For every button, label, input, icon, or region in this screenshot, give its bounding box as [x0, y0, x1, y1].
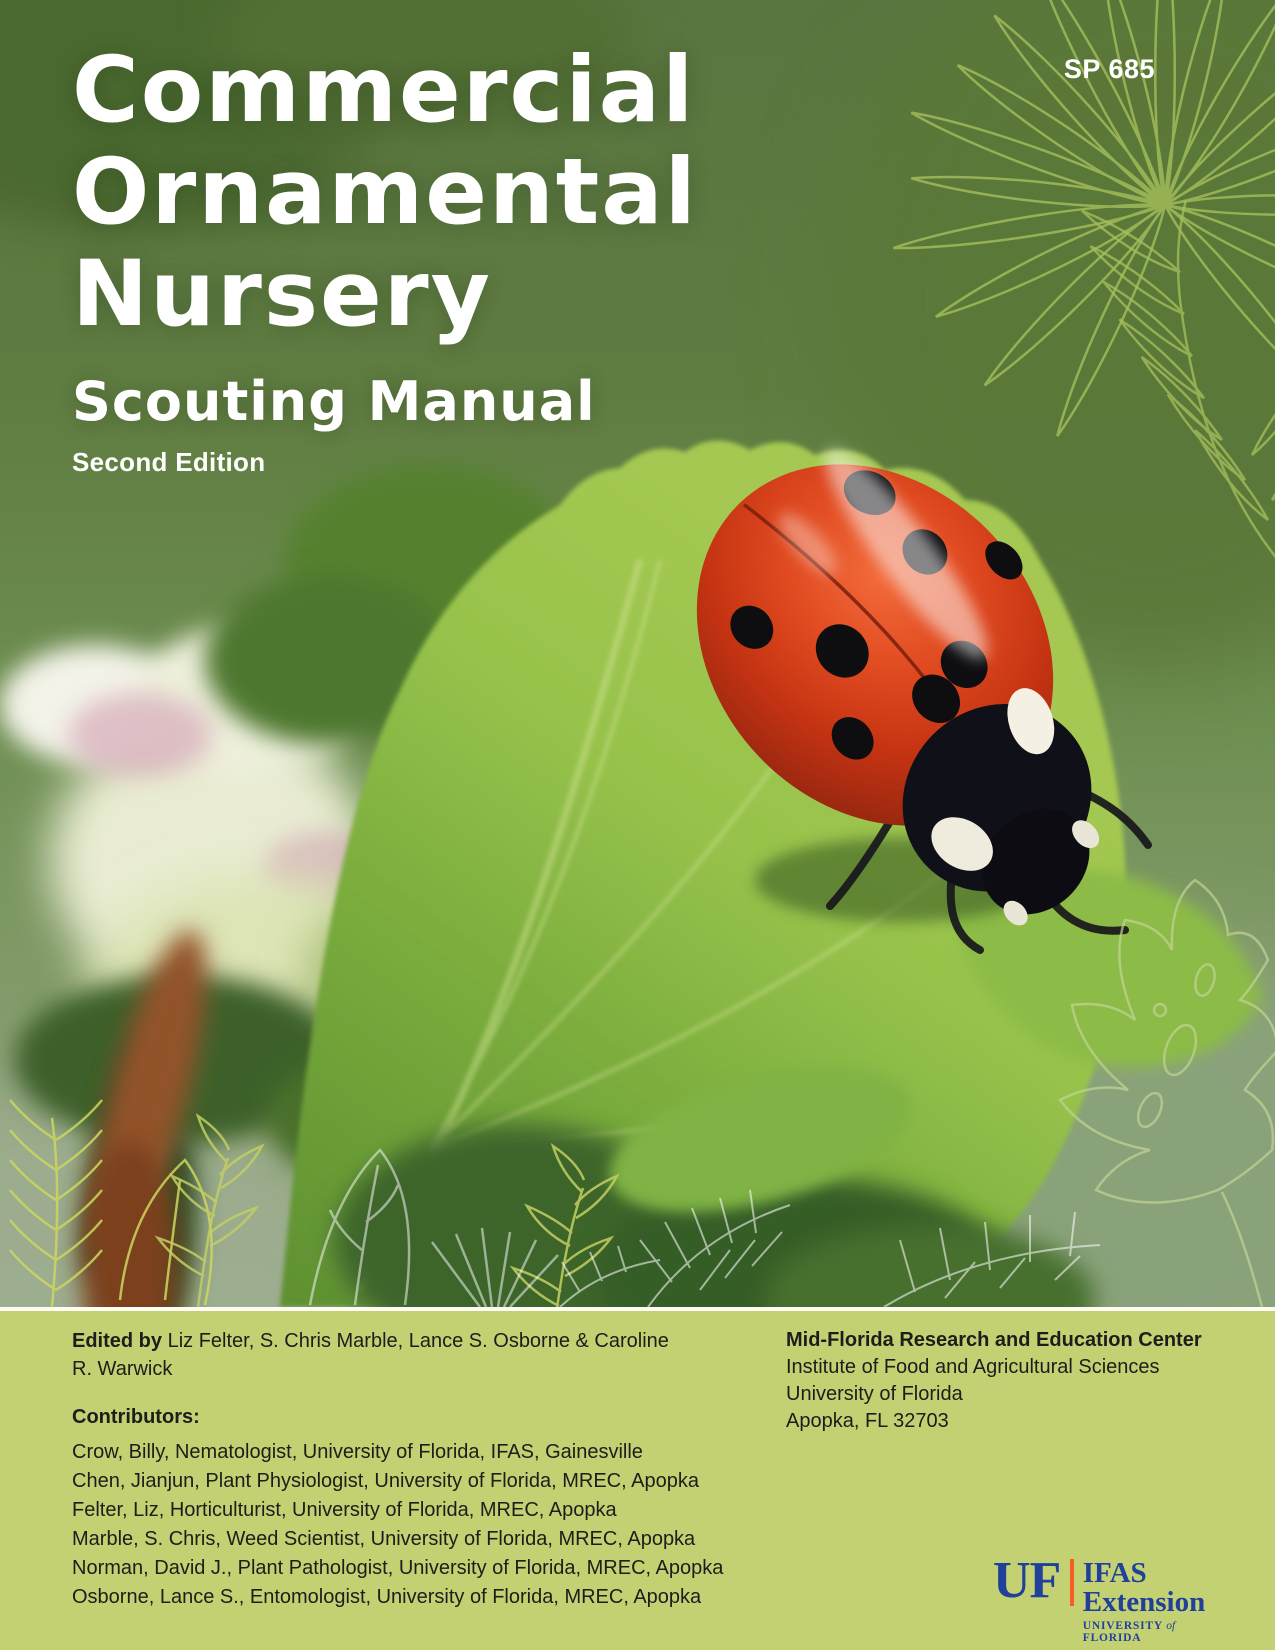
- edited-by-label: Edited by: [72, 1330, 163, 1352]
- credits-band: [0, 1307, 1275, 1650]
- center-address: Apopka, FL 32703: [786, 1410, 949, 1432]
- center-university: University of Florida: [786, 1383, 963, 1405]
- contributor-line: Chen, Jianjun, Plant Physiologist, University of Florida, MREC, Apopka: [72, 1470, 699, 1492]
- center-institute: Institute of Food and Agricultural Sciences: [786, 1356, 1160, 1378]
- center-name: Mid-Florida Research and Education Center: [786, 1329, 1202, 1351]
- edited-by-line: [72, 1327, 692, 1383]
- university-word: UNIVERSITY: [1082, 1620, 1163, 1632]
- logo-divider-bar: [1070, 1559, 1073, 1606]
- title-line-1: Commercial: [72, 38, 696, 143]
- contributor-line: Osborne, Lance S., Entomologist, University of Florida, MREC, Apopka: [72, 1586, 702, 1608]
- contributor-line: Marble, S. Chris, Weed Scientist, University of Florida, MREC, Apopka: [72, 1528, 696, 1550]
- contributors-heading: Contributors:: [72, 1406, 200, 1428]
- edition-label: Second Edition: [72, 447, 266, 477]
- title-line-3: Nursery: [72, 242, 492, 347]
- contributor-line: Felter, Liz, Horticulturist, University of Florida, MREC, Apopka: [72, 1499, 617, 1521]
- logo-wordmark: [1083, 1559, 1216, 1644]
- ifas-extension-wordmark: IFAS Extension: [1082, 1557, 1206, 1618]
- credits-right-column: [786, 1327, 1216, 1644]
- credits-left-column: [72, 1327, 742, 1612]
- florida-word: FLORIDA: [1082, 1632, 1142, 1644]
- uf-ifas-extension-logo: [993, 1552, 1216, 1644]
- uf-logo-mark: UF: [993, 1552, 1061, 1609]
- of-word: of: [1166, 1620, 1176, 1632]
- title-block: [72, 40, 698, 478]
- university-of-florida-wordmark: [1083, 1620, 1216, 1644]
- contributor-line: Norman, David J., Plant Pathologist, University of Florida, MREC, Apopka: [72, 1557, 724, 1579]
- doc-number: SP 685: [1063, 54, 1155, 84]
- edited-by-names: Liz Felter, S. Chris Marble, Lance S. Osborne & Caroline R. Warwick: [72, 1330, 669, 1380]
- title-line-2: Ornamental: [72, 140, 698, 245]
- subtitle: Scouting Manual: [72, 370, 596, 433]
- contributor-line: Crow, Billy, Nematologist, University of Florida, IFAS, Gainesville: [72, 1441, 643, 1463]
